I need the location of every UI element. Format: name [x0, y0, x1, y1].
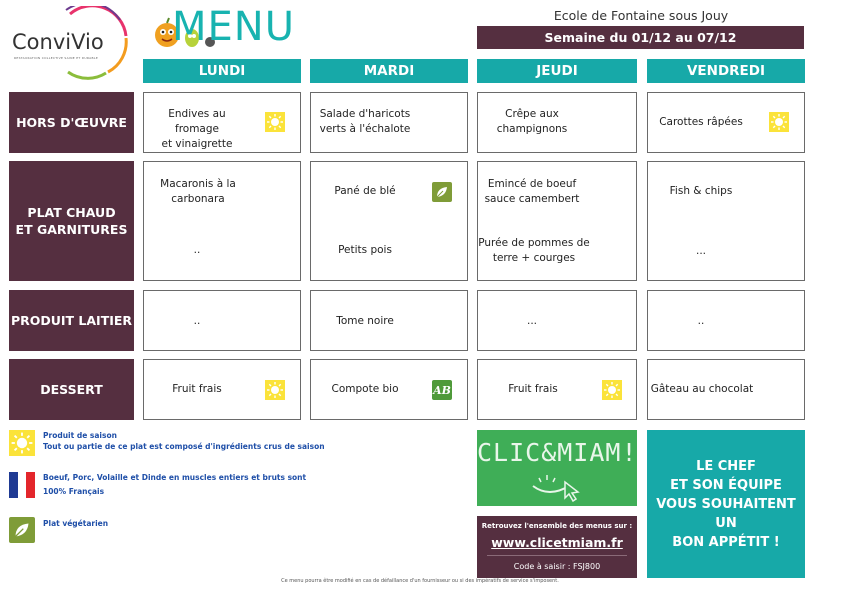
cell-dessert-vendredi [647, 359, 805, 420]
dish-line: verts à l'échalote [319, 123, 411, 135]
dish-line: champignons [496, 123, 568, 135]
dish-line: Endives au fromage [168, 108, 226, 135]
row-label-plat-line1: PLAT CHAUD [27, 205, 116, 220]
chef-line4: BON APPÉTIT ! [672, 534, 780, 550]
dish-line: Emincé de boeuf [487, 178, 577, 190]
legend-viande-line1: Boeuf, Porc, Volaille et Dinde en muscles entiers et bruts sont [43, 473, 307, 482]
clicetmiam-link[interactable]: www.clicetmiam.fr [491, 535, 623, 550]
dish-line: Fruit frais [508, 383, 558, 395]
garniture-line: terre + courges [492, 252, 576, 264]
garniture-line: Petits pois [338, 244, 392, 256]
cell-dessert-lundi [143, 359, 301, 420]
dish-line: carbonara [171, 193, 225, 205]
cell-laitier-mardi [310, 290, 468, 351]
legend-saison [43, 430, 325, 452]
cell-laitier-vendredi [647, 290, 805, 351]
convivio-logo [8, 6, 132, 80]
row-label-plat-chaud [9, 161, 134, 281]
day-header-vendredi: VENDREDI [647, 59, 805, 83]
cell-plat-chaud-vendredi [647, 161, 805, 281]
dish-line: .. [697, 315, 705, 327]
leaf-icon [432, 182, 452, 202]
legend-viande-line2: 100% Français [43, 487, 105, 496]
cell-plat-chaud-jeudi [477, 161, 637, 281]
dish-line: Fruit frais [172, 383, 222, 395]
school-name: Ecole de Fontaine sous Jouy [553, 8, 729, 23]
clic-miam-logo [477, 430, 637, 506]
dish-line: Tome noire [336, 315, 394, 327]
info-divider [487, 555, 627, 556]
cell-hors-doeuvre-lundi [143, 92, 301, 153]
sun-icon [9, 430, 35, 456]
legend-viande [43, 472, 306, 497]
row-label-plat-line2: ET GARNITURES [15, 222, 128, 237]
cursor-icon [529, 472, 589, 502]
clic-miam-info [477, 516, 637, 578]
chef-line3: VOUS SOUHAITENT UN [656, 496, 796, 531]
cell-hors-doeuvre-jeudi [477, 92, 637, 153]
row-label-dessert: DESSERT [9, 359, 134, 420]
legend-vege: Plat végétarien [43, 519, 109, 528]
cell-hors-doeuvre-vendredi [647, 92, 805, 153]
leaf-icon [9, 517, 35, 543]
brand-tagline: RESTAURATION COLLECTIVE SAINE ET DURABLE [14, 56, 99, 60]
sun-icon [265, 380, 285, 400]
dish-line: Crêpe aux [505, 108, 559, 120]
sun-icon [265, 112, 285, 132]
chef-message [647, 430, 805, 578]
french-flag-icon [9, 472, 35, 498]
dish-line: et vinaigrette [161, 138, 233, 150]
legend-saison-title: Produit de saison [43, 431, 117, 440]
dish-line: Fish & chips [669, 185, 733, 197]
cell-dessert-jeudi [477, 359, 637, 420]
day-header-mardi: MARDI [310, 59, 468, 83]
row-label-produit-laitier: PRODUIT LAITIER [9, 290, 134, 351]
brand-name: ConviVio [12, 30, 104, 54]
sun-icon [602, 380, 622, 400]
footnote: Ce menu pourra être modifié en cas de défaillance d'un fournisseur ou si des impératifs de service s'imposent. [281, 578, 559, 584]
chef-line2: ET SON ÉQUIPE [670, 477, 782, 493]
dish-line: Carottes râpées [659, 116, 743, 128]
sun-icon [769, 112, 789, 132]
dish-line: Pané de blé [334, 185, 396, 197]
dish-line: Compote bio [331, 383, 399, 395]
retrouvez-text: Retrouvez l'ensemble des menus sur : [481, 522, 633, 530]
dish-line: Gâteau au chocolat [650, 383, 754, 395]
clic-miam-logo-text: CLIC&MIAM! [477, 438, 638, 467]
day-header-jeudi: JEUDI [477, 59, 637, 83]
access-code: Code à saisir : FSJ800 [513, 562, 601, 571]
dish-line: sauce camembert [484, 193, 580, 205]
cell-plat-chaud-lundi [143, 161, 301, 281]
day-header-lundi: LUNDI [143, 59, 301, 83]
cell-laitier-jeudi [477, 290, 637, 351]
ab-bio-icon: AB [432, 380, 452, 400]
row-label-hors-doeuvre: HORS D'ŒUVRE [9, 92, 134, 153]
week-banner: Semaine du 01/12 au 07/12 [477, 26, 804, 49]
cell-laitier-lundi [143, 290, 301, 351]
cell-plat-chaud-mardi [310, 161, 468, 281]
garniture-line: Purée de pommes de [478, 237, 590, 249]
legend-saison-desc: Tout ou partie de ce plat est composé d'ingrédients crus de saison [43, 442, 325, 451]
dish-line: Salade d'haricots [319, 108, 411, 120]
garniture-line: .. [193, 244, 201, 256]
dish-line: Macaronis à la [160, 178, 236, 190]
cell-dessert-mardi [310, 359, 468, 420]
menu-title: MENU [172, 4, 295, 50]
dish-line: .. [193, 315, 201, 327]
chef-line1: LE CHEF [696, 458, 756, 474]
cell-hors-doeuvre-mardi [310, 92, 468, 153]
dish-line: ... [526, 315, 537, 327]
garniture-line: ... [695, 245, 706, 257]
